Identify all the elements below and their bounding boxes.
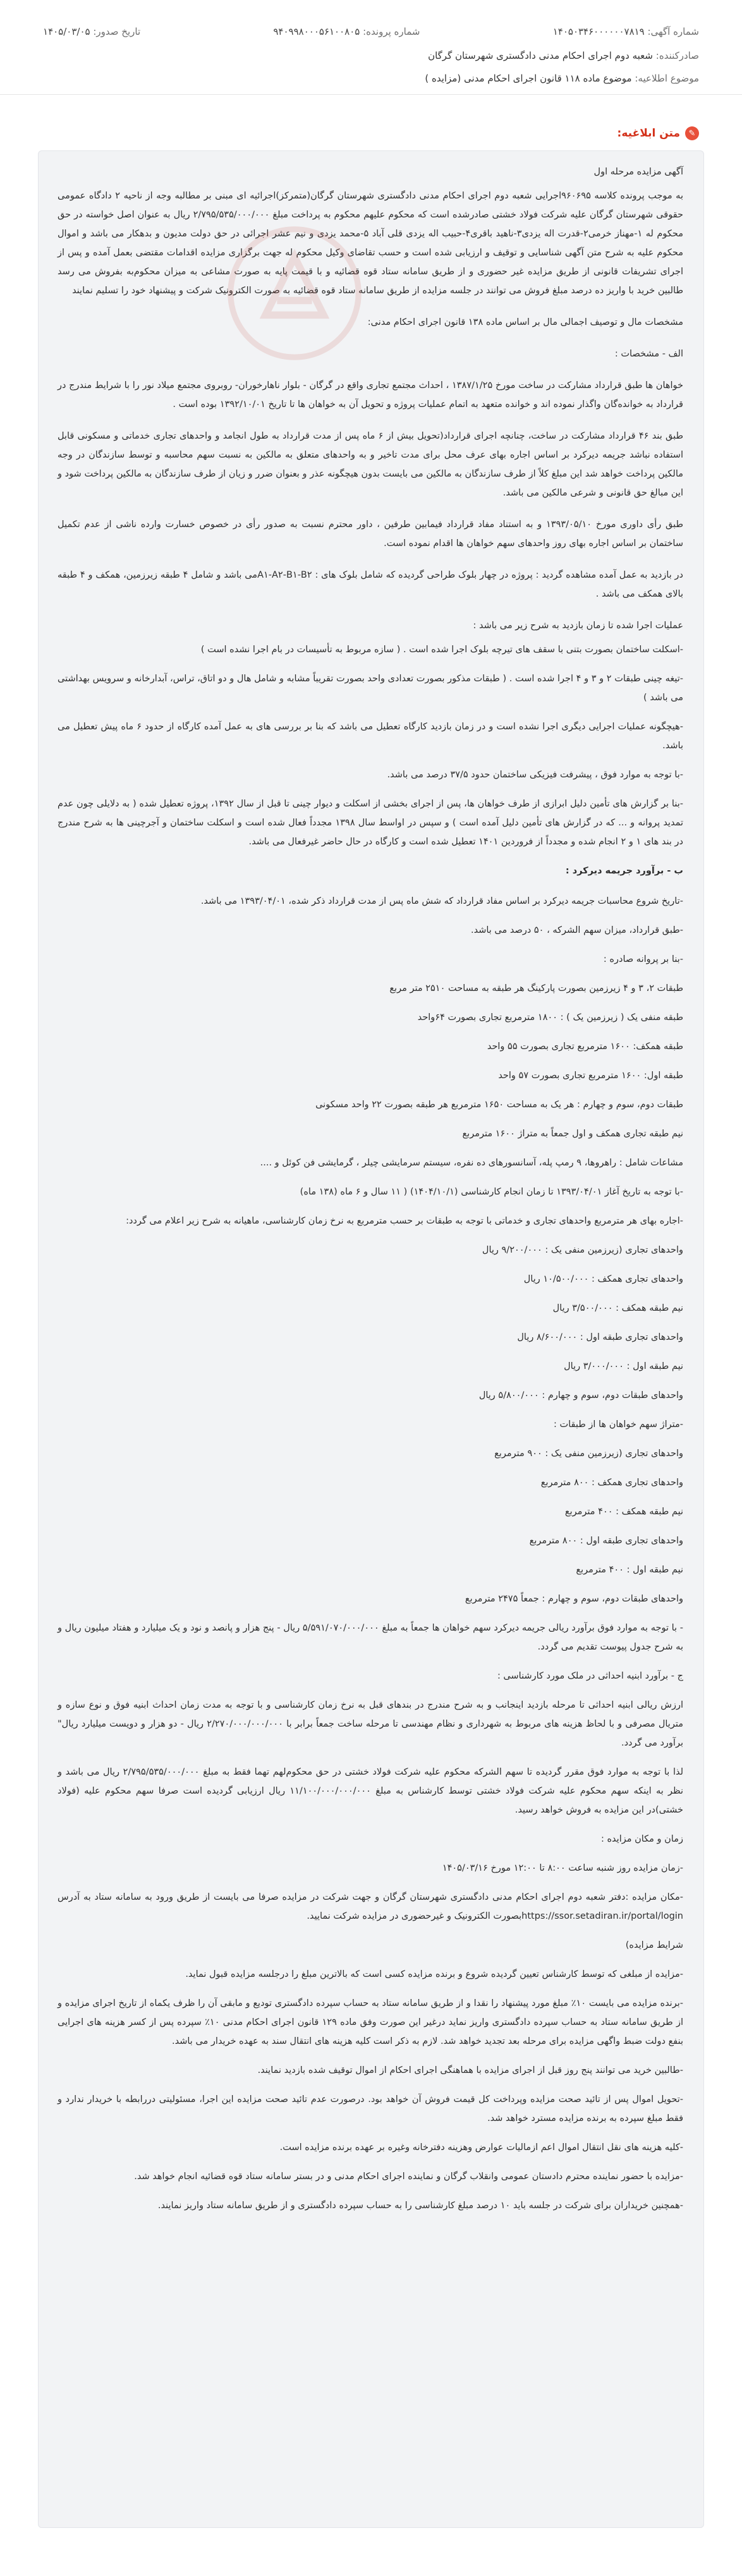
notice-paragraph: -بنا بر گزارش های تأمین دلیل ابرازی از طرف خواهان ها، پس از اجرای بخشی از اسکلت و دیوار چینی تا قبل از سال ۱۳۹۲، پروژه تعطیل شده ( به دلایلی چون عدم تمدید پروانه و ... که در گزارش های تأمین دلیل آمده است ) و سپس در اواسط سال ۱۳۹۸ مجدداً فعال شده است و اسکلت ساختمان و آجرچینی ها به شرح مندرج در بند های ۱ و ۲ انجام شده و مجدداً از فروردین ۱۴۰۱ تعطیل شده است و کارگاه در حال حاضر غیرفعال می باشد. bbox=[58, 799, 684, 847]
notice-paragraph: نیم طبقه تجاری همکف و اول جمعاً به متراژ ۱۶۰۰ مترمربع bbox=[462, 1129, 683, 1139]
notice-paragraph: نیم طبقه همکف : ۳/۵۰۰/۰۰۰ ریال bbox=[552, 1303, 683, 1313]
notice-paragraph: -مزایده با حضور نماینده محترم دادستان عمومی وانقلاب گرگان و نماینده اجرای احکام مدنی و در بستر سامانه ستاد قوه قضائیه انجام خواهد شد. bbox=[134, 2172, 683, 2182]
notice-paragraph: -با توجه به تاریخ آغاز ۱۳۹۳/۰۴/۰۱ تا زمان انجام کارشناسی (۱۴۰۴/۱۰/۱) ( ۱۱ سال و ۶ ماه (۱۳۸ ماه) bbox=[300, 1187, 683, 1197]
notice-paragraph: -تاریخ شروع محاسبات جریمه دیرکرد بر اساس مفاد قرارداد که شش ماه پس از مدت قرارداد ذکر شده، ۱۳۹۳/۰۴/۰۱ می باشد. bbox=[200, 896, 683, 906]
notice-paragraph: -زمان مزایده روز شنبه ساعت ۸:۰۰ تا ۱۲:۰۰ مورخ ۱۴۰۵/۰۳/۱۶ bbox=[442, 1863, 683, 1873]
notice-paragraph: طبق بند ۴۶ قرارداد مشارکت در ساخت، چنانچه اجرای قرارداد(تحویل بیش از ۶ ماه پس از مدت قرارداد به طول انجامد و واحدهای تجاری خدماتی و مسکونی قابل استفاده نباشد جریمه دیرکرد بر اساس اجاره بهای عرف محل برای مدت تاخیر و به واحدهای متعلق به مالکین به نسبت سهم محاسبه و توسط سازندگان در وجه مالکین پرداخت خواهد شد این مبلغ کلاً از طرف سازندگان به مالکین می بایست بدون هیچگونه عذر و بعنوان ضرر و زیان از طرف سازندگان به مالکین پرداخت شود و این مبالغ حق قانونی و شرعی مالکین می باشد. bbox=[58, 431, 684, 498]
section-title-text: متن ابلاغیه: bbox=[617, 127, 680, 140]
notice-paragraph: -بنا بر پروانه صادره : bbox=[603, 954, 683, 964]
notice-paragraph: ب - برآورد جریمه دیرکرد : bbox=[565, 866, 683, 876]
registration-number-value: ۹۴۰۹۹۸۰۰۰۵۶۱۰۰۸۰۵ bbox=[273, 26, 360, 37]
notice-paragraph: -اجاره بهای هر مترمربع واحدهای تجاری و خدماتی با توجه به طبقات بر حسب مترمربع به نرخ زمان کارشناسی، ماهیانه به شرح زیر اعلام می گردد: bbox=[126, 1216, 683, 1226]
notice-paragraph: نیم طبقه اول : ۳/۰۰۰/۰۰۰ ریال bbox=[564, 1361, 683, 1371]
notice-paragraph: نیم طبقه همکف : ۴۰۰ مترمربع bbox=[564, 1507, 683, 1517]
notice-body-card bbox=[38, 150, 704, 2528]
subject-label: موضوع اطلاعیه: bbox=[635, 73, 699, 84]
notice-paragraph: آگهی مزایده مرحله اول bbox=[593, 167, 683, 177]
notice-paragraph: ارزش ریالی ابنیه احداثی تا مرحله بازدید اینجانب و به شرح مندرج در بندهای قبل به نرخ زمان کارشناسی و با توجه به مدت زمان احداث ابنیه فوق و نوع سازه و متریال مصرفی و با لحاظ هزینه های مربوط به شهرداری و نظام مهندسی تا مرحله ساخت جمعاً برابر با ۲/۲۷۰/۰۰۰/۰۰۰/۰۰۰ ریال - دو هزار و دویست میلیارد ریال" برآورد می گردد. bbox=[58, 1700, 683, 1748]
subject-line bbox=[43, 67, 699, 90]
notice-paragraph: طبقات ۲، ۳ و ۴ زیرزمین بصورت پارکینگ هر طبقه به مساحت ۲۵۱۰ متر مربع bbox=[389, 983, 683, 993]
notice-paragraph: - با توجه به موارد فوق برآورد ریالی جریمه دیرکرد سهم خواهان ها جمعاً به مبلغ ۵/۵۹۱/۰۷۰/۰۰۰/۰۰۰ ریال - پنج هزار و پانصد و نود و یک میلیارد و هفتاد میلیون ریال و به شرح جدول پیوست تقدیم می گردد. bbox=[58, 1623, 683, 1652]
notice-paragraph: -مکان مزایده :دفتر شعبه دوم اجرای احکام مدنی دادگستری شهرستان گرگان و جهت شرکت در مزایده صرفا می بایست از طریق ورود به سامانه ستاد به آدرس https://ssor.setadiran.ir/portal/loginبصورت الکترونیک و غیرحضوری در مزایده شرکت نمایید. bbox=[58, 1892, 683, 1921]
section-title bbox=[617, 126, 699, 140]
document-icon: ✎ bbox=[685, 126, 699, 140]
notice-paragraph: -تحویل اموال پس از تائید صحت مزایده وپرداخت کل قیمت فروش آن خواهد بود. درصورت عدم تائید صحت مزایده این اجرا، مسئولیتی دررابطه با خریدار ندارد و فقط مبلغ سپرده به برنده مزایده مسترد خواهد شد. bbox=[58, 2094, 683, 2123]
notice-paragraph: مشخصات مال و توصیف اجمالی مال بر اساس ماده ۱۳۸ قانون اجرای احکام مدنی: bbox=[367, 317, 683, 327]
subject-value: موضوع ماده ۱۱۸ قانون اجرای احکام مدنی (مزایده ) bbox=[425, 73, 632, 84]
notice-paragraph: به موجب پرونده کلاسه ۹۶۰۶۹۵اجرایی شعبه دوم اجرای احکام مدنی دادگستری شهرستان گرگان(متمرکز)اجرائیه ای مبنی بر مطالبه وجه از ناحیه ۲ دادگاه عمومی حقوقی شهرستان گرگان علیه شرکت فولاد خشتی صادرشده است که محکوم علیهم محکوم به پرداخت مبلغ ۲/۷۹۵/۵۳۵/۰۰۰/۰۰۰ ریال به عنوان اصل خواسته در حق محکوم له ۱-مهناز خرمی۲-قدرت اله یزدی۳-ناهید باقری۴-حبیب اله یزدی قلی آباد ۵-محمد یزدی و نیم عشر اجرائی در حق دولت مدیون و بدهکار می باشد و اموال محکوم علیه به شرح متن آگهی شناسایی و توقیف و ارزیابی شده است و حسب تقاضای وکیل محکوم له جهت برگزاری مزایده اقدامات مقتضی بعمل آمده و پس از اجرای تشریفات قانونی از طریق مزایده غیر حضوری و از طریق سامانه ستاد قوه قضائیه و با قیمت پایه به صورت مشاعی به میزان محکوم‌به بفروش می رسد طالبین خرید با واریز ده درصد مبلغ فروش می توانند در جلسه مزایده از طریق سامانه ستاد قوه قضائیه به صورت الکترونیک شرکت و پیشنهاد خود را تسلیم نمایند bbox=[58, 191, 684, 296]
issue-date-value: ۱۴۰۵/۰۳/۰۵ bbox=[43, 26, 90, 37]
notice-paragraph: طبق رأی داوری مورخ ۱۳۹۳/۰۵/۱۰ و به استناد مفاد قرارداد فیمابین طرفین ، داور محترم نسبت به صدور رأی در خصوص خسارت وارده ناشی از عدم تکمیل ساختمان بر اساس اجاره بهای روز واحدهای سهم خواهان ها اقدام نموده است. bbox=[58, 519, 683, 549]
notice-paragraph: -متراژ سهم خواهان ها از طبقات : bbox=[553, 1419, 683, 1430]
notice-paragraph: واحدهای طبقات دوم، سوم و چهارم : جمعاً ۲۴۷۵ مترمربع bbox=[465, 1594, 683, 1604]
notice-paragraph: واحدهای تجاری همکف : ۱۰/۵۰۰/۰۰۰ ریال bbox=[523, 1274, 683, 1284]
notice-paragraph: ج - برآورد ابنیه احداثی در ملک مورد کارشناسی : bbox=[497, 1671, 683, 1681]
notice-body-text bbox=[58, 162, 683, 2215]
notice-paragraph: مشاعات شامل : راهروها، ۹ رمپ پله، آسانسورهای ده نفره، سیستم سرمایشی چیلر ، گرمایشی فن کوئل و .... bbox=[260, 1158, 683, 1168]
notice-paragraph: در بازدید به عمل آمده مشاهده گردید : پروژه در چهار بلوک طراحی گردیده که شامل بلوک های : A۱-A۲-B۱-B۲می باشد و شامل ۴ طبقه زیرزمین، همکف و ۴ طبقه بالای همکف می باشد . bbox=[58, 570, 684, 599]
notice-paragraph: لذا با توجه به موارد فوق مقرر گردیده تا سهم الشرکه محکوم علیه شرکت فولاد خشتی در حق محکوم‌لهم تهما فقط به مبلغ ۲/۷۹۵/۵۳۵/۰۰۰/۰۰۰ ریال می باشد و نظر به اینکه سهم محکوم علیه شرکت فولاد خشتی توسط کارشناس به مبلغ ۱۱/۱۰۰/۰۰۰/۰۰۰/۰۰۰ ریال ارزیابی گردیده است صرفا سهم محکوم علیه (فولاد خشتی)در این مزایده به فروش خواهد رسید. bbox=[58, 1767, 683, 1815]
notice-paragraph: واحدهای طبقات دوم، سوم و چهارم : ۵/۸۰۰/۰۰۰ ریال bbox=[478, 1390, 683, 1400]
notice-paragraph: -طبق قرارداد، میزان سهم الشرکه ، ۵۰ درصد می باشد. bbox=[471, 925, 683, 935]
notice-paragraph: طبقات دوم، سوم و چهارم : هر یک به مساحت ۱۶۵۰ مترمربع هر طبقه بصورت ۲۲ واحد مسکونی bbox=[315, 1100, 683, 1110]
notice-paragraph: نیم طبقه اول : ۴۰۰ مترمربع bbox=[576, 1565, 683, 1575]
notice-paragraph: -اسکلت ساختمان بصورت بتنی با سقف های تیرچه بلوک اجرا شده است . ( سازه مربوط به تأسیسات در بام اجرا نشده است ) bbox=[200, 645, 683, 655]
issuer-value: شعبه دوم اجرای احکام مدنی دادگستری شهرستان گرگان bbox=[428, 50, 653, 61]
notice-paragraph: -کلیه هزینه های نقل انتقال اموال اعم ازمالیات عوارض وهزینه دفترخانه وغیره بر عهده برنده مزایده است. bbox=[279, 2142, 683, 2153]
notice-header bbox=[0, 0, 742, 95]
issuer-label: صادرکننده: bbox=[655, 50, 699, 61]
issue-date bbox=[43, 19, 140, 44]
notice-paragraph: -هیچگونه عملیات اجرایی دیگری اجرا نشده است و در زمان بازدید کارگاه تعطیل می باشد که بنا بر بررسی های به عمل آمده کارگاه از حدود ۶ ماه پیش تعطیل می باشد. bbox=[58, 722, 684, 751]
notice-paragraph: طبقه اول: ۱۶۰۰ مترمربع تجاری بصورت ۵۷ واحد bbox=[498, 1071, 683, 1081]
notice-paragraph: زمان و مکان مزایده : bbox=[600, 1834, 683, 1844]
notice-paragraph: -همچنین خریداران برای شرکت در جلسه باید ۱۰ درصد مبلغ کارشناسی را به حساب سپرده دادگستری و از طریق سامانه ستاد واریز نمایند. bbox=[157, 2201, 683, 2211]
notice-paragraph: طبقه همکف: ۱۶۰۰ مترمربع تجاری بصورت ۵۵ واحد bbox=[487, 1042, 683, 1052]
notice-paragraph: واحدهای تجاری (زیرزمین منفی یک : ۹۰۰ مترمربع bbox=[494, 1449, 683, 1459]
notice-meta-row bbox=[43, 19, 699, 44]
notice-paragraph: الف - مشخصات : bbox=[614, 349, 683, 359]
issue-date-label: تاریخ صدور: bbox=[93, 26, 141, 37]
notice-paragraph: واحدهای تجاری همکف : ۸۰۰ مترمربع bbox=[540, 1478, 683, 1488]
notice-paragraph: عملیات اجرا شده تا زمان بازدید به شرح زیر می باشد : bbox=[473, 621, 683, 631]
notice-paragraph: -تیغه چینی طبقات ۲ و ۳ و ۴ اجرا شده است . ( طبقات مذکور بصورت تعدادی واحد بصورت تقریباً مشابه و شامل هال و دو اتاق، تراس، آبدارخانه و سرویس بهداشتی می باشد ) bbox=[58, 674, 684, 703]
notice-paragraph: واحدهای تجاری (زیرزمین منفی یک : ۹/۲۰۰/۰۰۰ ریال bbox=[482, 1245, 683, 1255]
notice-number-value: ۱۴۰۵۰۳۴۶۰۰۰۰۰۰۷۸۱۹ bbox=[552, 26, 645, 37]
notice-paragraph: طبقه منفی یک ( زیرزمین یک ) : ۱۸۰۰ مترمربع تجاری بصورت ۶۴واحد bbox=[417, 1012, 683, 1023]
notice-paragraph: واحدهای تجاری طبقه اول : ۸۰۰ مترمربع bbox=[529, 1536, 683, 1546]
registration-number-label: شماره پرونده: bbox=[363, 26, 420, 37]
issuer-line bbox=[43, 44, 699, 67]
notice-number bbox=[553, 19, 699, 44]
notice-paragraph: شرایط مزایده) bbox=[625, 1940, 683, 1950]
notice-paragraph: -برنده مزایده می بایست ۱۰٪ مبلغ مورد پیشنهاد را نقدا و از طریق سامانه ستاد به حساب سپرده دادگستری تودیع و مابقی آن را ظرف یکماه از تاریخ اجرای مزایده و از طریق سامانه ستاد به حساب سپرده دادگستری واریز نماید درغیر این صورت وفق ماده ۱۲۹ قانون اجرای احکام مدنی ۱۰٪ سپرده پس از کسر هزینه های اجرایی بنفع دولت ضبط واگهی مزایده برای مرحله بعد تجدید خواهد شد. لازم به ذکر است کلیه هزینه های انتقال سند به عهده خریدار می باشد. bbox=[58, 1998, 683, 2046]
notice-paragraph: -با توجه به موارد فوق ، پیشرفت فیزیکی ساختمان حدود ۳۷/۵ درصد می باشد. bbox=[387, 770, 683, 780]
notice-number-label: شماره آگهی: bbox=[647, 26, 699, 37]
notice-paragraph: خواهان ها طبق قرارداد مشارکت در ساخت مورخ ۱۳۸۷/۱/۲۵ ، احداث مجتمع تجاری واقع در گرگان - بلوار ناهارخوران- روبروی مجتمع میلاد نور را با شرایط مندرج در قرارداد به خوانده‌گان واگذار نموده اند و خوانده متعهد به اتمام عملیات پروژه و تحویل آن به خواهان ها تا تاریخ ۱۳۹۲/۱۰/۰۱ بوده است . bbox=[58, 380, 683, 410]
notice-paragraph: -مزایده از مبلغی که توسط کارشناس تعیین گردیده شروع و برنده مزایده کسی است که بالاترین مبلغ را درجلسه مزایده قبول نماید. bbox=[185, 1969, 683, 1979]
registration-number bbox=[273, 19, 420, 44]
notice-paragraph: -طالبین خرید می توانند پنج روز قبل از اجرای مزایده با هماهنگی اجرای احکام از اموال توقیف شده بازدید نمایند. bbox=[257, 2065, 683, 2075]
notice-paragraph: واحدهای تجاری طبقه اول : ۸/۶۰۰/۰۰۰ ریال bbox=[517, 1332, 683, 1342]
